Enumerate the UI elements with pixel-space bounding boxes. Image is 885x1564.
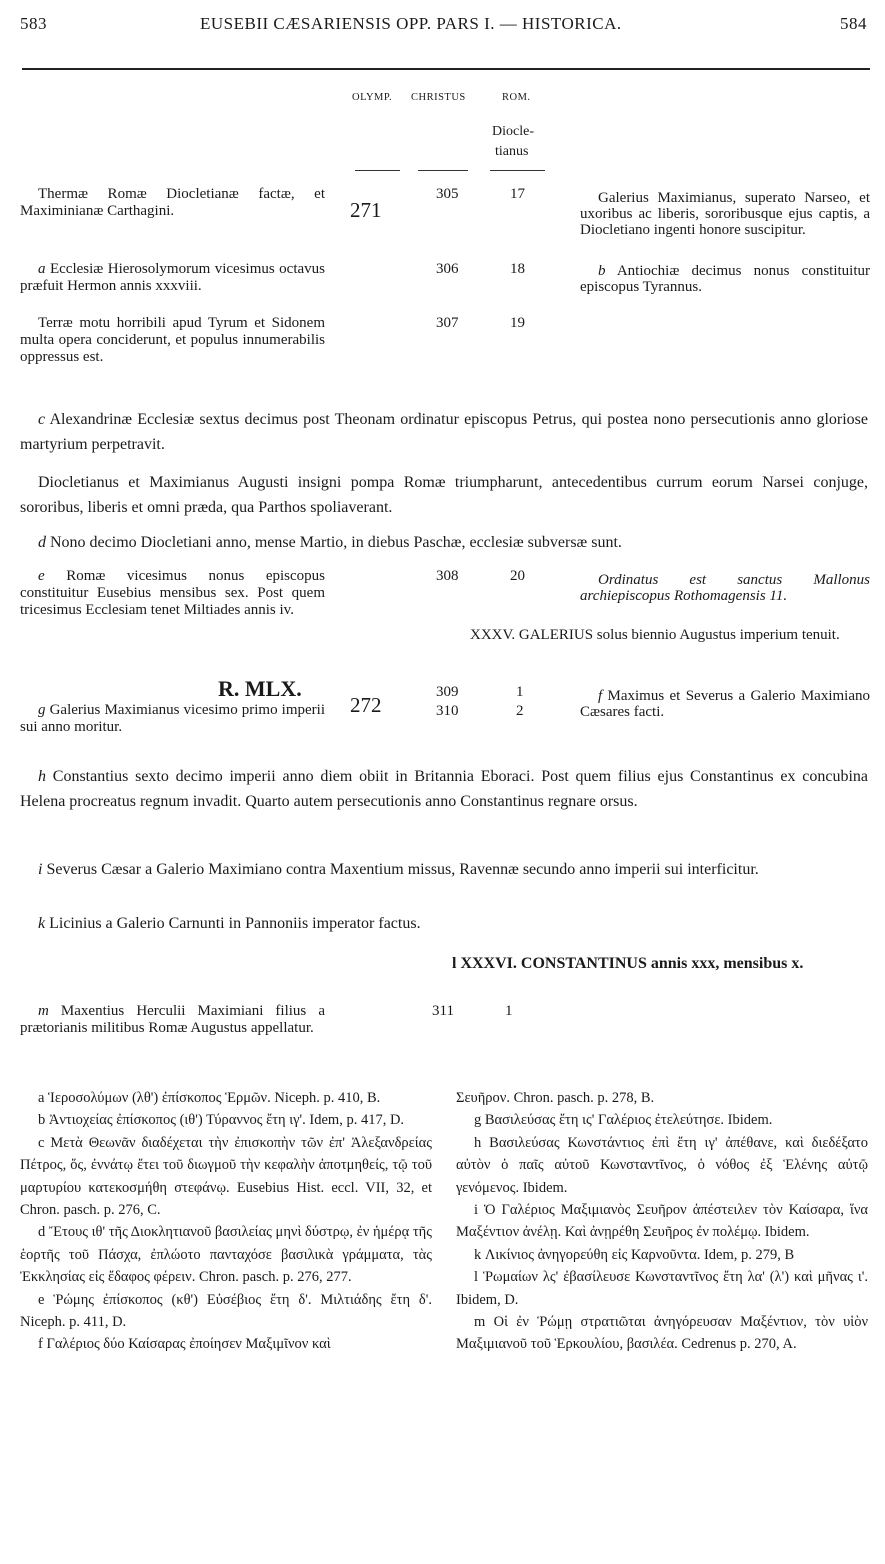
olymp-number: 271: [350, 198, 382, 222]
rom-year: 1: [516, 684, 524, 700]
col-olymp: OLYMP.: [352, 92, 393, 103]
paragraph-text: Alexandrinæ Ecclesiæ sextus decimus post Theonam ordinatur episcopus Petrus, qui postea nono persecutionis anno gloriose martyrium perpetravit.: [20, 411, 869, 453]
christus-year: 307: [436, 315, 459, 331]
paragraph-text: Licinius a Galerio Carnunti in Pannoniis imperator factus.: [49, 915, 421, 932]
footnote: i Ὁ Γαλέριος Μαξιμιανὸς Σευῆρον ἀπέστειλεν τὸν Καίσαρα, ἵνα Μαξέντιον ἀνέλῃ. Καὶ ἀνῃρέθη Σευῆρος ἐν πολέμῳ. Ibidem.: [456, 1202, 868, 1241]
entry-text: Ecclesiæ Hierosolymorum vicesimus octavus præfuit Hermon annis xxxviii.: [20, 261, 325, 294]
entry-text: Galerius Maximianus vicesimo primo imperii sui anno moritur.: [20, 702, 325, 735]
heading-xxxvi: l XXXVI. CONSTANTINUS annis xxx, mensibus x.: [452, 955, 804, 972]
paragraph-text: Nono decimo Diocletiani anno, mense Martio, in diebus Paschæ, ecclesiæ subversæ sunt.: [50, 534, 622, 551]
entry-text: Antiochiæ decimus nonus constituitur episcopus Tyrannus.: [580, 263, 870, 295]
col-rom-sub-1: Diocle-: [492, 124, 534, 139]
rom-year: 17: [510, 186, 525, 202]
christus-year: 306: [436, 261, 459, 277]
entry-mallonus: Ordinatus est sanctus Mallonus archiepiscopus Rothomagensis 11.: [580, 572, 870, 604]
entry-b-antiochia: [580, 263, 870, 295]
footnote: a Ἱεροσολύμων (λθ') ἐπίσκοπος Ἑρμῶν. Niceph. p. 410, B.: [38, 1090, 381, 1106]
entry-f-caesares: [580, 688, 870, 720]
rom-year: 2: [516, 703, 524, 719]
col-rom-sub-2: tianus: [495, 144, 529, 159]
col-divider: [355, 170, 400, 171]
christus-year: 308: [436, 568, 459, 584]
entry-text: Maximus et Severus a Galerio Maximiano Cæsares facti.: [580, 688, 870, 720]
entry-terrae-motu: Terræ motu horribili apud Tyrum et Sidonem multa opera conciderunt, et populus innumerabilis oppressus est.: [20, 315, 325, 365]
entry-a-hierosolyma: [20, 261, 325, 295]
christus-year: 309: [436, 684, 459, 700]
entry-galerius-narseo: Galerius Maximianus, superato Narseo, et uxoribus ac liberis, sororibusque ejus captis, a Diocletiano ingenti honore suscipitur.: [580, 190, 870, 238]
footnote: e Ῥώμης ἐπίσκοπος (κθ') Εὐσέβιος ἔτη δ'. Μιλτιάδης ἔτη δ'. Niceph. p. 411, D.: [20, 1291, 432, 1331]
rom-year: 18: [510, 261, 525, 277]
note-letter: g: [38, 702, 46, 718]
christus-year: 311: [432, 1003, 454, 1019]
footnote: l Ῥωμαίων λς' ἐβασίλευσε Κωνσταντῖνος ἔτη λα' (λ') καὶ μῆνας ι'. Ibidem, D.: [456, 1269, 868, 1308]
col-divider: [418, 170, 468, 171]
christus-year: 305: [436, 186, 459, 202]
christus-year: 310: [436, 703, 459, 719]
note-letter: d: [38, 534, 46, 551]
entry-m-maxentius: [20, 1003, 325, 1037]
note-letter: f: [598, 688, 603, 704]
note-letter: c: [38, 411, 46, 428]
rom-year: 19: [510, 315, 525, 331]
entry-text: Romæ vicesimus nonus episcopus constituitur Eusebius mensibus sex. Post quem tricesimus Ecclesiam tenet Miltiades annis iv.: [20, 568, 326, 618]
header-rule: [22, 68, 870, 70]
footnote: b Ἀντιοχείας ἐπίσκοπος (ιθ') Τύραννος ἔτη ιγ'. Idem, p. 417, D.: [38, 1112, 405, 1129]
paragraph-i: [20, 857, 868, 882]
note-letter: a: [38, 261, 46, 277]
col-divider: [490, 170, 545, 171]
footnote: g Βασιλεύσας ἔτη ις' Γαλέριος ἐτελεύτησε. Ibidem.: [474, 1112, 773, 1129]
paragraph-text: Severus Cæsar a Galerio Maximiano contra Maxentium missus, Ravennæ secundo anno imperii sui interficitur.: [46, 861, 759, 878]
olymp-number: 272: [350, 693, 382, 717]
era-rmlx: R. MLX.: [218, 676, 302, 701]
rom-year: 1: [505, 1003, 513, 1019]
entry-text: Maxentius Herculii Maximiani filius a prætorianis militibus Romæ Augustus appellatur.: [20, 1003, 325, 1036]
col-rom: ROM.: [502, 92, 531, 103]
footnote: c Μετὰ Θεωνᾶν διαδέχεται τὴν ἐπισκοπὴν τῶν ἐπ' Ἀλεξανδρείας Πέτρος, ὅς, ἐννάτῳ ἔτει τοῦ διωγμοῦ τὴν κεφαλὴν ἀποτμηθείς, τῷ τοῦ μαρτυρίου κατεκοσμήθη στεφάνῳ. Eusebius Hist. eccl. VII, 32, et Chron. pasch. p. 276, C.: [20, 1134, 432, 1219]
page-number-left: 583: [20, 14, 47, 33]
paragraph-text: Constantius sexto decimo imperii anno diem obiit in Britannia Eboraci. Post quem filius ejus Constantinus ex concubina Helena procreatus regnum invadit. Quarto autem persecutionis anno Constantinus regnare orsus.: [20, 768, 869, 810]
running-title: EUSEBII CÆSARIENSIS OPP. PARS I. — HISTORICA.: [200, 14, 622, 33]
entry-e-eusebius: [20, 568, 325, 619]
note-letter: i: [38, 861, 43, 878]
footnote: Σευῆρον. Chron. pasch. p. 278, B.: [456, 1090, 655, 1106]
entry-g-galerius: [20, 702, 325, 736]
col-christus: CHRISTUS: [411, 92, 466, 103]
note-letter: b: [598, 263, 606, 279]
note-letter: e: [38, 568, 45, 584]
paragraph-triumph: Diocletianus et Maximianus Augusti insigni pompa Romæ triumpharunt, antecedentibus currum eorum Narsei conjuge, sororibus, liberis et omni præda, qua Parthos spoliaverant.: [20, 474, 868, 516]
footnote: f Γαλέριος δύο Καίσαρας ἐποίησεν Μαξιμῖνον καὶ: [38, 1336, 331, 1353]
footnote: d Ἔτους ιθ' τῆς Διοκλητιανοῦ βασιλείας μηνὶ δύστρῳ, ἐν ἡμέρᾳ τῆς ἑορτῆς τοῦ Πάσχα, ἐπλώοτο πανταχόσε βασιλικὰ γράμματα, τὰς Ἐκκλησίας εἰς ἔδαφος φέρειν. Chron. pasch. p. 276, 277.: [20, 1224, 432, 1286]
footnote: m Οἱ ἐν Ῥώμῃ στρατιῶται ἀνηγόρευσαν Μαξέντιον, τὸν υἱὸν Μαξιμιανοῦ τοῦ Ἑρκουλίου, βασιλέα. Cedrenus p. 270, A.: [456, 1314, 868, 1353]
footnotes-right: [456, 1087, 868, 1356]
footnote: h Βασιλεύσας Κωνστάντιος ἐπὶ ἔτη ιγ' ἀπέθανε, καὶ διεδέξατο αὐτὸν ὁ παῖς αὐτοῦ Κωνσταντῖνος, ὁ νόθος ἐξ Ἑλένης αὐτῷ γενόμενος. Ibidem.: [456, 1134, 868, 1196]
note-letter: m: [38, 1003, 49, 1019]
note-letter: h: [38, 768, 46, 785]
paragraph-c: [20, 407, 868, 457]
paragraph-k: [20, 911, 868, 936]
footnote: k Λικίνιος ἀνηγορεύθη εἰς Καρνοῦντα. Idem, p. 279, B: [474, 1246, 795, 1263]
footnotes-left: [20, 1087, 432, 1356]
rom-year: 20: [510, 568, 525, 584]
heading-xxxv: XXXV. GALERIUS solus biennio Augustus imperium tenuit.: [470, 627, 840, 643]
paragraph-d: [20, 530, 868, 555]
note-letter: k: [38, 915, 46, 932]
paragraph-h: [20, 764, 868, 814]
entry-thermae: Thermæ Romæ Diocletianæ factæ, et Maximinianæ Carthagini.: [20, 186, 325, 219]
page-number-right: 584: [840, 14, 867, 33]
